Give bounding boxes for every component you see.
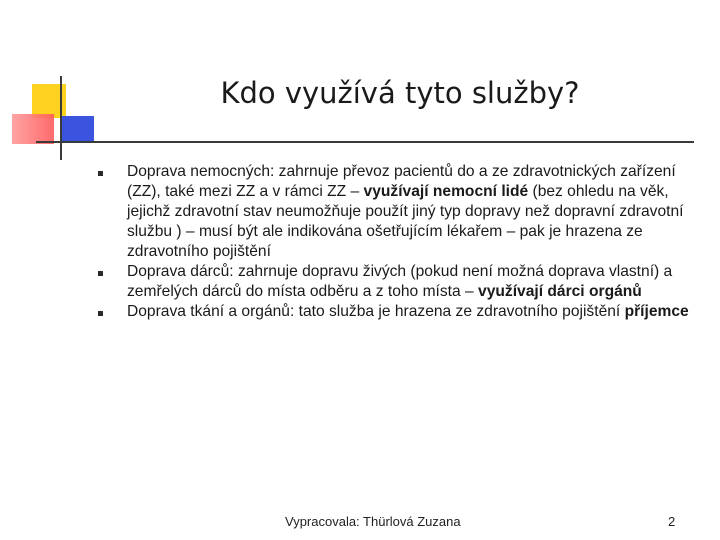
square-bullet-icon: [98, 171, 103, 176]
bullet-bold: příjemce: [624, 303, 689, 320]
bullet-list: [110, 162, 695, 322]
footer-author: Vypracovala: Thürlová Zuzana: [285, 514, 461, 529]
square-bullet-icon: [98, 271, 103, 276]
bullet-item-donors: [110, 262, 695, 302]
decor-pink-square: [12, 114, 54, 144]
bullet-text: Doprava dárců: zahrnuje dopravu živých (pokud není možná doprava vlastní) a zemřelých dárců do místa odběru a z toho místa –: [127, 263, 673, 300]
slide-title: Kdo využívá tyto služby?: [220, 76, 580, 110]
bullet-item-patients: [110, 162, 695, 262]
bullet-item-tissues: [110, 302, 695, 322]
bullet-text: Doprava tkání a orgánů: tato služba je hrazena ze zdravotního pojištění: [127, 303, 625, 320]
title-underline: [36, 141, 694, 143]
decor-vertical-line: [60, 76, 62, 160]
bullet-text: Doprava nemocných: zahrnuje převoz pacientů do a ze zdravotnických zařízení (ZZ), také mezi ZZ a v rámci ZZ –: [127, 163, 676, 200]
square-bullet-icon: [98, 311, 103, 316]
page-number: 2: [668, 514, 676, 529]
bullet-bold: využívají dárci orgánů: [478, 283, 642, 300]
bullet-text-after: (bez ohledu na věk, jejichž zdravotní stav neumožňuje použít jiný typ dopravy než dopravní zdravotní službu ) – musí být ale indikována ošetřujícím lékařem – pak je hrazena ze zdravotního pojištění: [127, 183, 684, 260]
decor-blue-square: [62, 116, 94, 142]
bullet-bold: využívají nemocní lidé: [363, 183, 529, 200]
